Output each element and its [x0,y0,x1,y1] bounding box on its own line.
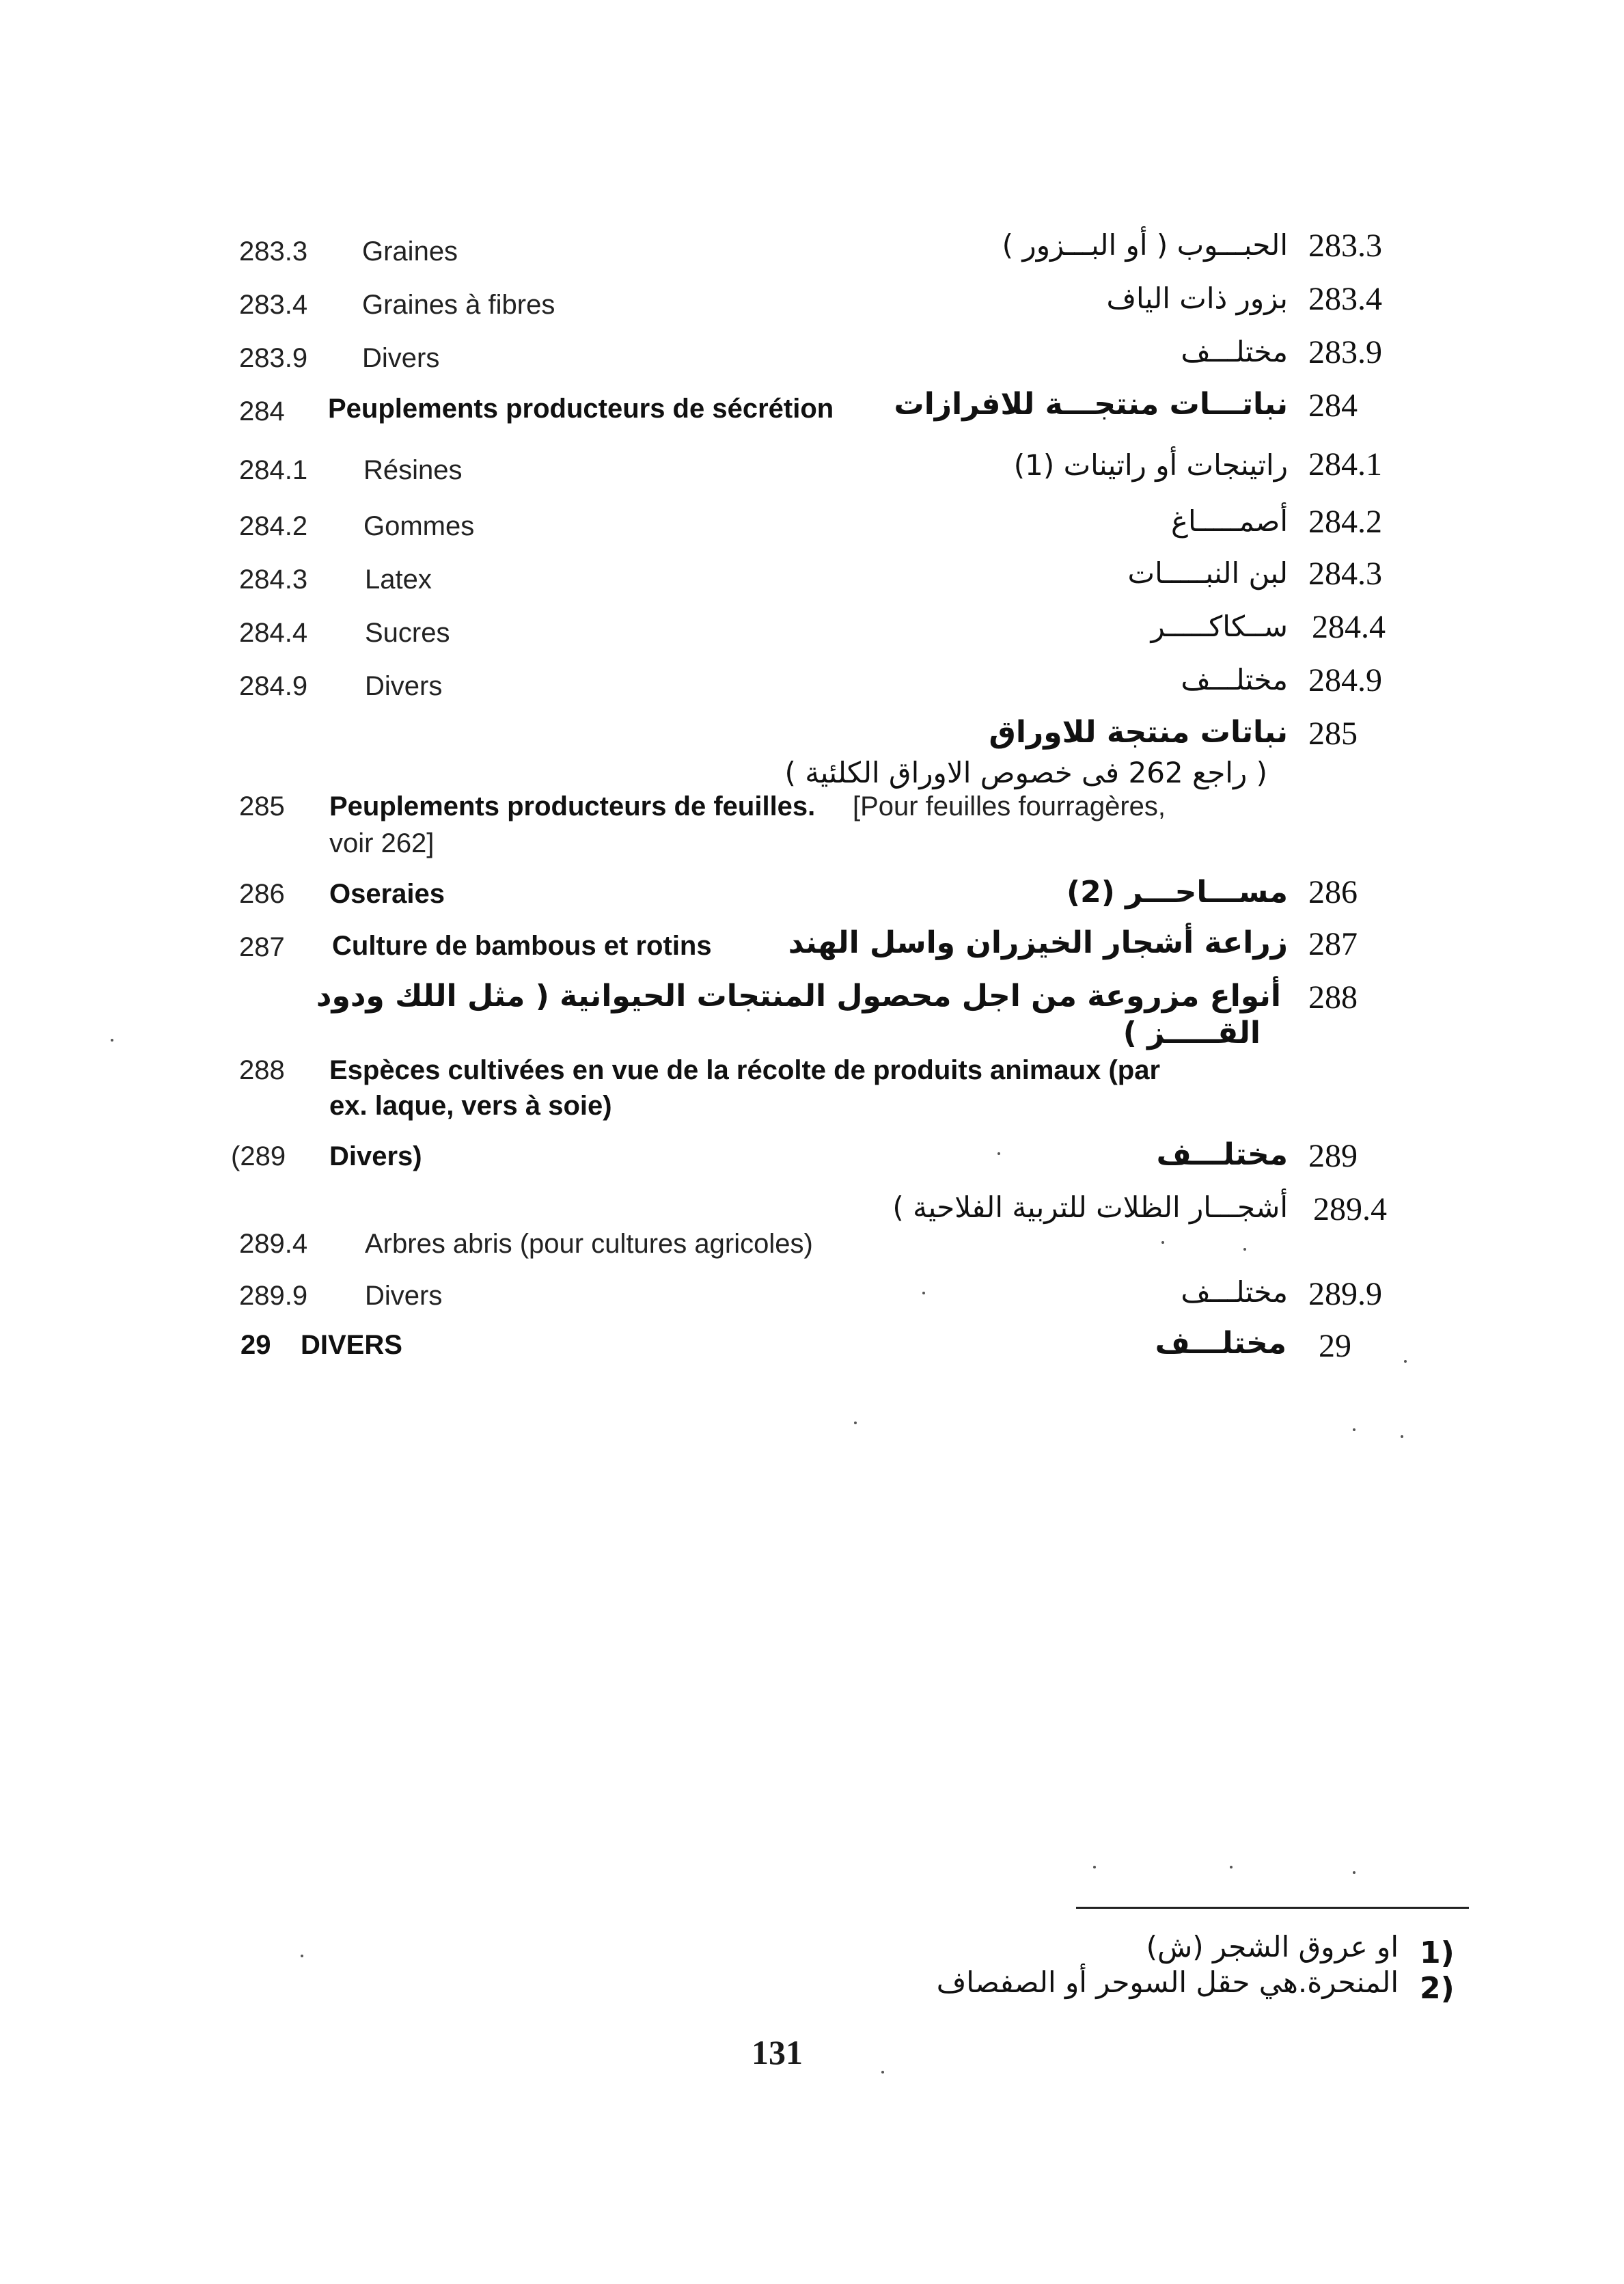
fr-label: Graines [362,236,458,267]
fr-code: 284.2 [239,511,308,541]
ar-label: لبن النبـــــات [1127,556,1288,590]
fr-label: Divers [365,1281,443,1311]
fr-label: Sucres [365,618,450,648]
fr-label: Arbres abris (pour cultures agricoles) [365,1229,813,1259]
ar-code: 284.3 [1308,556,1382,592]
fr-label: Peuplements producteurs de sécrétion [328,394,834,424]
fr-label: Oseraies [329,879,445,909]
ar-label: مختلـــف [1155,1326,1286,1361]
ar-label: أشجـــار الظلات للتربية الفلاحية ) [892,1191,1288,1224]
footnote-mark: 2) [1420,1971,1455,2006]
ar-label: مســـاحـــر (2) [1066,875,1288,910]
fr-code: 289.9 [239,1281,308,1311]
fr-label: Divers [365,671,443,701]
fr-note: voir 262] [329,828,435,858]
fr-code: 29 [240,1330,271,1360]
footnote-mark: 1) [1420,1935,1455,1970]
fr-note: [Pour feuilles fourragères, [853,791,1166,821]
ar-label: بزور ذات الياف [1106,282,1288,315]
fr-code: 288 [239,1055,285,1085]
ar-code: 284.1 [1308,446,1382,482]
ar-label: أنواع مزروعة من اجل محصول المنتجات الحيوانية ( مثل اللك ودود [316,979,1281,1014]
fr-label: Divers) [329,1141,422,1171]
ar-label: ســكاكـــــر [1151,610,1288,643]
ar-code: 283.3 [1308,228,1382,264]
ar-label: راتينجات أو راتينات (1) [1013,448,1288,482]
ar-label: أصمـــــاغ [1171,504,1288,538]
ar-label: مختلـــف [1181,1275,1288,1309]
fr-code: 287 [239,932,285,962]
ar-label: مختلـــف [1156,1137,1288,1172]
fr-code: 284.4 [239,618,308,648]
fr-label: Graines à fibres [362,290,555,320]
ar-code: 284 [1308,388,1358,424]
footnote-text: او عروق الشجر (ش) [1146,1930,1399,1963]
ar-code: 289.9 [1308,1276,1382,1312]
fr-code: 285 [239,791,285,821]
fr-label: DIVERS [301,1330,402,1360]
ar-label: الحبـــوب ( أو البـــزور ) [1002,228,1288,262]
ar-label: مختلـــف [1181,335,1288,368]
page-number: 131 [752,2033,803,2071]
ar-code: 283.9 [1308,334,1382,370]
footnote-text: المنحرة.هي حقل السوحر أو الصفصاف [936,1966,1399,1999]
fr-label: Divers [362,343,440,373]
ar-code: 284.2 [1308,504,1382,540]
ar-code: 289.4 [1313,1191,1387,1227]
fr-label-cont: ex. laque, vers à soie) [329,1091,612,1121]
fr-label: Latex [365,565,432,595]
fr-label: Peuplements producteurs de feuilles. [329,791,816,821]
fr-code: 284 [239,396,285,426]
fr-code: 284.9 [239,671,308,701]
fr-code: 286 [239,879,285,909]
fr-code: 283.4 [239,290,308,320]
ar-label: نباتات منتجة للاوراق [989,715,1288,750]
ar-code: 29 [1319,1328,1351,1364]
fr-label: Espèces cultivées en vue de la récolte de produits animaux (par [329,1055,1161,1085]
fr-code: (289 [231,1141,286,1171]
fr-code: 284.1 [239,455,308,485]
fr-code: 284.3 [239,565,308,595]
ar-label: نباتـــات منتجـــة للافرازات [894,387,1288,422]
fr-code: 283.3 [239,236,308,267]
fr-label: Gommes [363,511,475,541]
ar-code: 288 [1308,979,1358,1016]
ar-code: 286 [1308,874,1358,910]
ar-label: زراعة أشجار الخيزران واسل الهند [788,925,1288,960]
ar-note: ( راجع 262 فى خصوص الاوراق الكلئية ) [784,756,1267,789]
ar-code: 285 [1308,716,1358,752]
fr-code: 283.9 [239,343,308,373]
ar-code: 287 [1308,926,1358,962]
fr-code: 289.4 [239,1229,308,1259]
ar-code: 284.9 [1308,662,1382,698]
ar-label-cont: القـــــز ) [1123,1016,1261,1050]
fr-label: Résines [363,455,463,485]
fr-label: Culture de bambous et rotins [332,931,712,961]
ar-code: 284.4 [1312,609,1386,645]
ar-code: 283.4 [1308,281,1382,317]
ar-code: 289 [1308,1138,1358,1174]
ar-label: مختلـــف [1181,663,1288,696]
footnote-rule [1076,1907,1469,1909]
